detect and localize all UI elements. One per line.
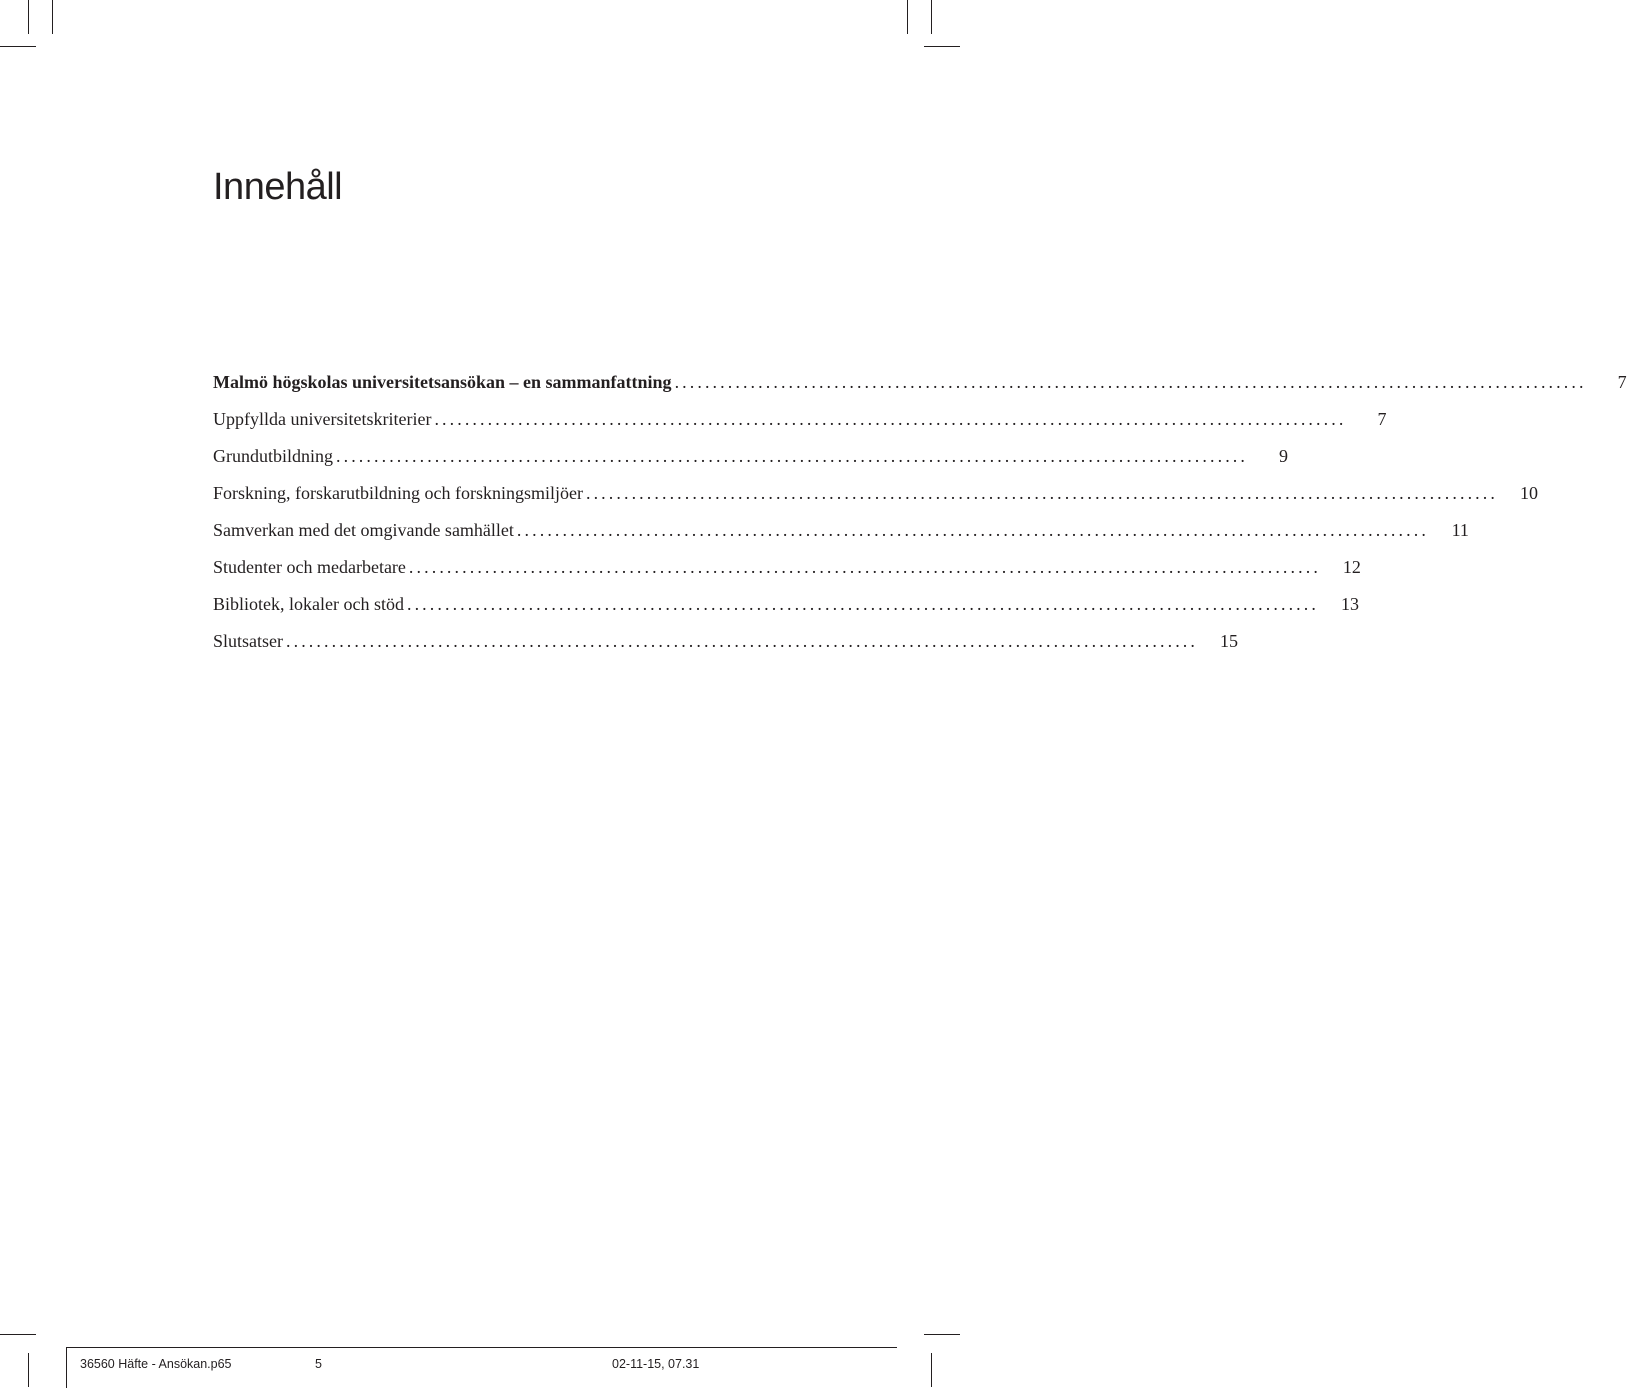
toc-entry[interactable] [213, 401, 1387, 438]
toc-dot-leader: ........................................................................................................................ [286, 631, 1198, 651]
toc-entry[interactable] [213, 586, 1359, 623]
toc-entry-page: 15 [1220, 631, 1238, 651]
toc-entry-label: Forskning, forskarutbildning och forskningsmiljöer [213, 483, 583, 503]
crop-mark-top-left-outer [28, 0, 29, 34]
page-title: Innehåll [213, 166, 343, 208]
toc-entry-page: 13 [1340, 594, 1359, 614]
toc-entry-label: Samverkan med det omgivande samhället [213, 520, 514, 540]
toc-entry-page: 10 [1519, 483, 1538, 503]
toc-entry-page: 7 [1617, 372, 1627, 392]
crop-mark-top-right-horizontal [924, 46, 960, 47]
toc-entry-label: Malmö högskolas universitetsansökan – en sammanfattning [213, 372, 672, 392]
toc-entry[interactable] [213, 512, 1469, 549]
toc-dot-leader: ........................................................................................................................ [406, 594, 1319, 614]
toc-dot-leader: ........................................................................................................................ [516, 520, 1429, 540]
slug-filename: 36560 Häfte - Ansökan.p65 [80, 1357, 232, 1371]
print-slug [0, 1347, 960, 1371]
toc-entry[interactable] [213, 475, 1538, 512]
toc-entry-page: 9 [1279, 446, 1288, 466]
table-of-contents [213, 364, 1627, 660]
toc-dot-leader: ........................................................................................................................ [336, 446, 1248, 466]
toc-entry-page: 7 [1377, 409, 1387, 429]
slug-datetime: 02-11-15, 07.31 [612, 1357, 700, 1371]
toc-entry[interactable] [213, 549, 1361, 586]
toc-entry-label: Bibliotek, lokaler och stöd [213, 594, 404, 614]
crop-mark-bottom-right-horizontal [924, 1334, 960, 1335]
toc-entry[interactable] [213, 364, 1627, 401]
crop-mark-top-right-inner [907, 0, 908, 34]
slug-page-number: 5 [315, 1357, 322, 1371]
toc-entry-label: Uppfyllda universitetskriterier [213, 409, 432, 429]
toc-entry-page: 12 [1342, 557, 1361, 577]
toc-dot-leader: ........................................................................................................................ [674, 372, 1587, 392]
toc-entry-label: Studenter och medarbetare [213, 557, 406, 577]
crop-mark-top-left-inner [52, 0, 53, 34]
crop-mark-bottom-left-horizontal [0, 1334, 36, 1335]
toc-entry[interactable] [213, 623, 1238, 660]
toc-dot-leader: ........................................................................................................................ [408, 557, 1321, 577]
toc-dot-leader: ........................................................................................................................ [585, 483, 1498, 503]
crop-mark-top-left-horizontal [0, 46, 36, 47]
toc-dot-leader: ........................................................................................................................ [434, 409, 1347, 429]
toc-entry-page: 11 [1451, 520, 1469, 540]
toc-entry-label: Slutsatser [213, 631, 283, 651]
toc-entry[interactable] [213, 438, 1288, 475]
toc-entry-label: Grundutbildning [213, 446, 333, 466]
crop-mark-top-right-outer [931, 0, 932, 34]
